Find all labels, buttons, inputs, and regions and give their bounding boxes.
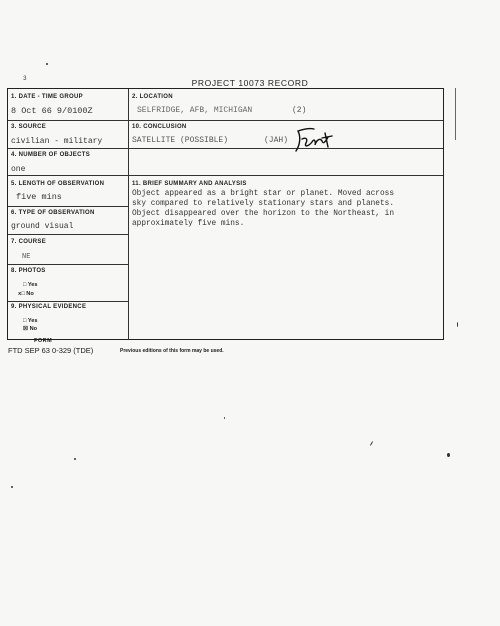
- photos-yes-checkbox: □ Yes: [23, 282, 38, 288]
- summary-line: sky compared to relatively stationary stars and planets.: [132, 200, 395, 208]
- photos-no-checkbox: x□ No: [18, 290, 34, 297]
- location-label: 2. LOCATION: [132, 94, 173, 100]
- photos-label: 8. PHOTOS: [11, 268, 46, 274]
- footer-note: Previous editions of this form may be used.: [120, 348, 224, 354]
- objects-label: 4. NUMBER OF OBJECTS: [11, 152, 91, 158]
- row-divider: [8, 264, 128, 265]
- photos-no-label: No: [26, 291, 34, 297]
- conclusion-code: (JAH): [264, 136, 289, 145]
- row-divider: [8, 234, 128, 235]
- physical-label: 9. PHYSICAL EVIDENCE: [11, 304, 87, 310]
- scan-speck: [74, 458, 76, 460]
- page-edge-mark: [455, 88, 456, 140]
- scan-speck: [457, 322, 458, 327]
- row-divider: [8, 301, 128, 302]
- summary-line: approximately five mins.: [132, 220, 245, 228]
- physical-yes-label: Yes: [27, 318, 38, 324]
- scan-speck: [46, 63, 48, 65]
- record-form: [7, 88, 444, 340]
- physical-yes-checkbox: □ Yes: [23, 318, 38, 324]
- summary-line: Object disappeared over the horizon to the Northeast, in: [132, 210, 395, 218]
- scan-speck: [224, 417, 225, 419]
- scan-speck: [370, 441, 373, 446]
- date-value: 8 Oct 66 9/0100Z: [11, 106, 93, 116]
- summary-line: Object appeared as a bright star or planet. Moved across: [132, 190, 395, 198]
- row-divider: [8, 120, 443, 121]
- form-word: FORM: [34, 338, 53, 344]
- document-title: PROJECT 10073 RECORD: [191, 78, 309, 88]
- row-divider: [8, 148, 443, 149]
- course-value: NE: [22, 253, 31, 261]
- location-code: (2): [292, 106, 307, 115]
- source-value: civilian - military: [11, 137, 103, 146]
- length-value: five mins: [16, 192, 62, 202]
- column-divider: [128, 89, 129, 340]
- summary-label: 11. BRIEF SUMMARY AND ANALYSIS: [132, 181, 247, 187]
- date-label: 1. DATE - TIME GROUP: [11, 94, 83, 100]
- type-label: 6. TYPE OF OBSERVATION: [11, 210, 95, 216]
- physical-no-label: No: [29, 326, 38, 332]
- photos-yes-label: Yes: [27, 282, 38, 288]
- initials-signature: [292, 125, 340, 155]
- top-mark: 3: [23, 75, 27, 82]
- scan-speck: [11, 486, 13, 488]
- row-divider: [8, 175, 443, 176]
- physical-no-checkbox: ☒ No: [23, 326, 38, 332]
- source-label: 3. SOURCE: [11, 124, 47, 130]
- objects-value: one: [11, 165, 26, 174]
- length-label: 5. LENGTH OF OBSERVATION: [11, 181, 105, 187]
- type-value: ground visual: [11, 222, 74, 231]
- conclusion-value: SATELLITE (POSSIBLE): [132, 136, 229, 145]
- conclusion-label: 10. CONCLUSION: [132, 124, 187, 130]
- form-id: FTD SEP 63 0-329 (TDE): [8, 346, 94, 355]
- row-divider: [8, 206, 128, 207]
- course-label: 7. COURSE: [11, 239, 47, 245]
- scan-speck: [447, 453, 450, 457]
- location-value: SELFRIDGE, AFB, MICHIGAN: [137, 106, 253, 115]
